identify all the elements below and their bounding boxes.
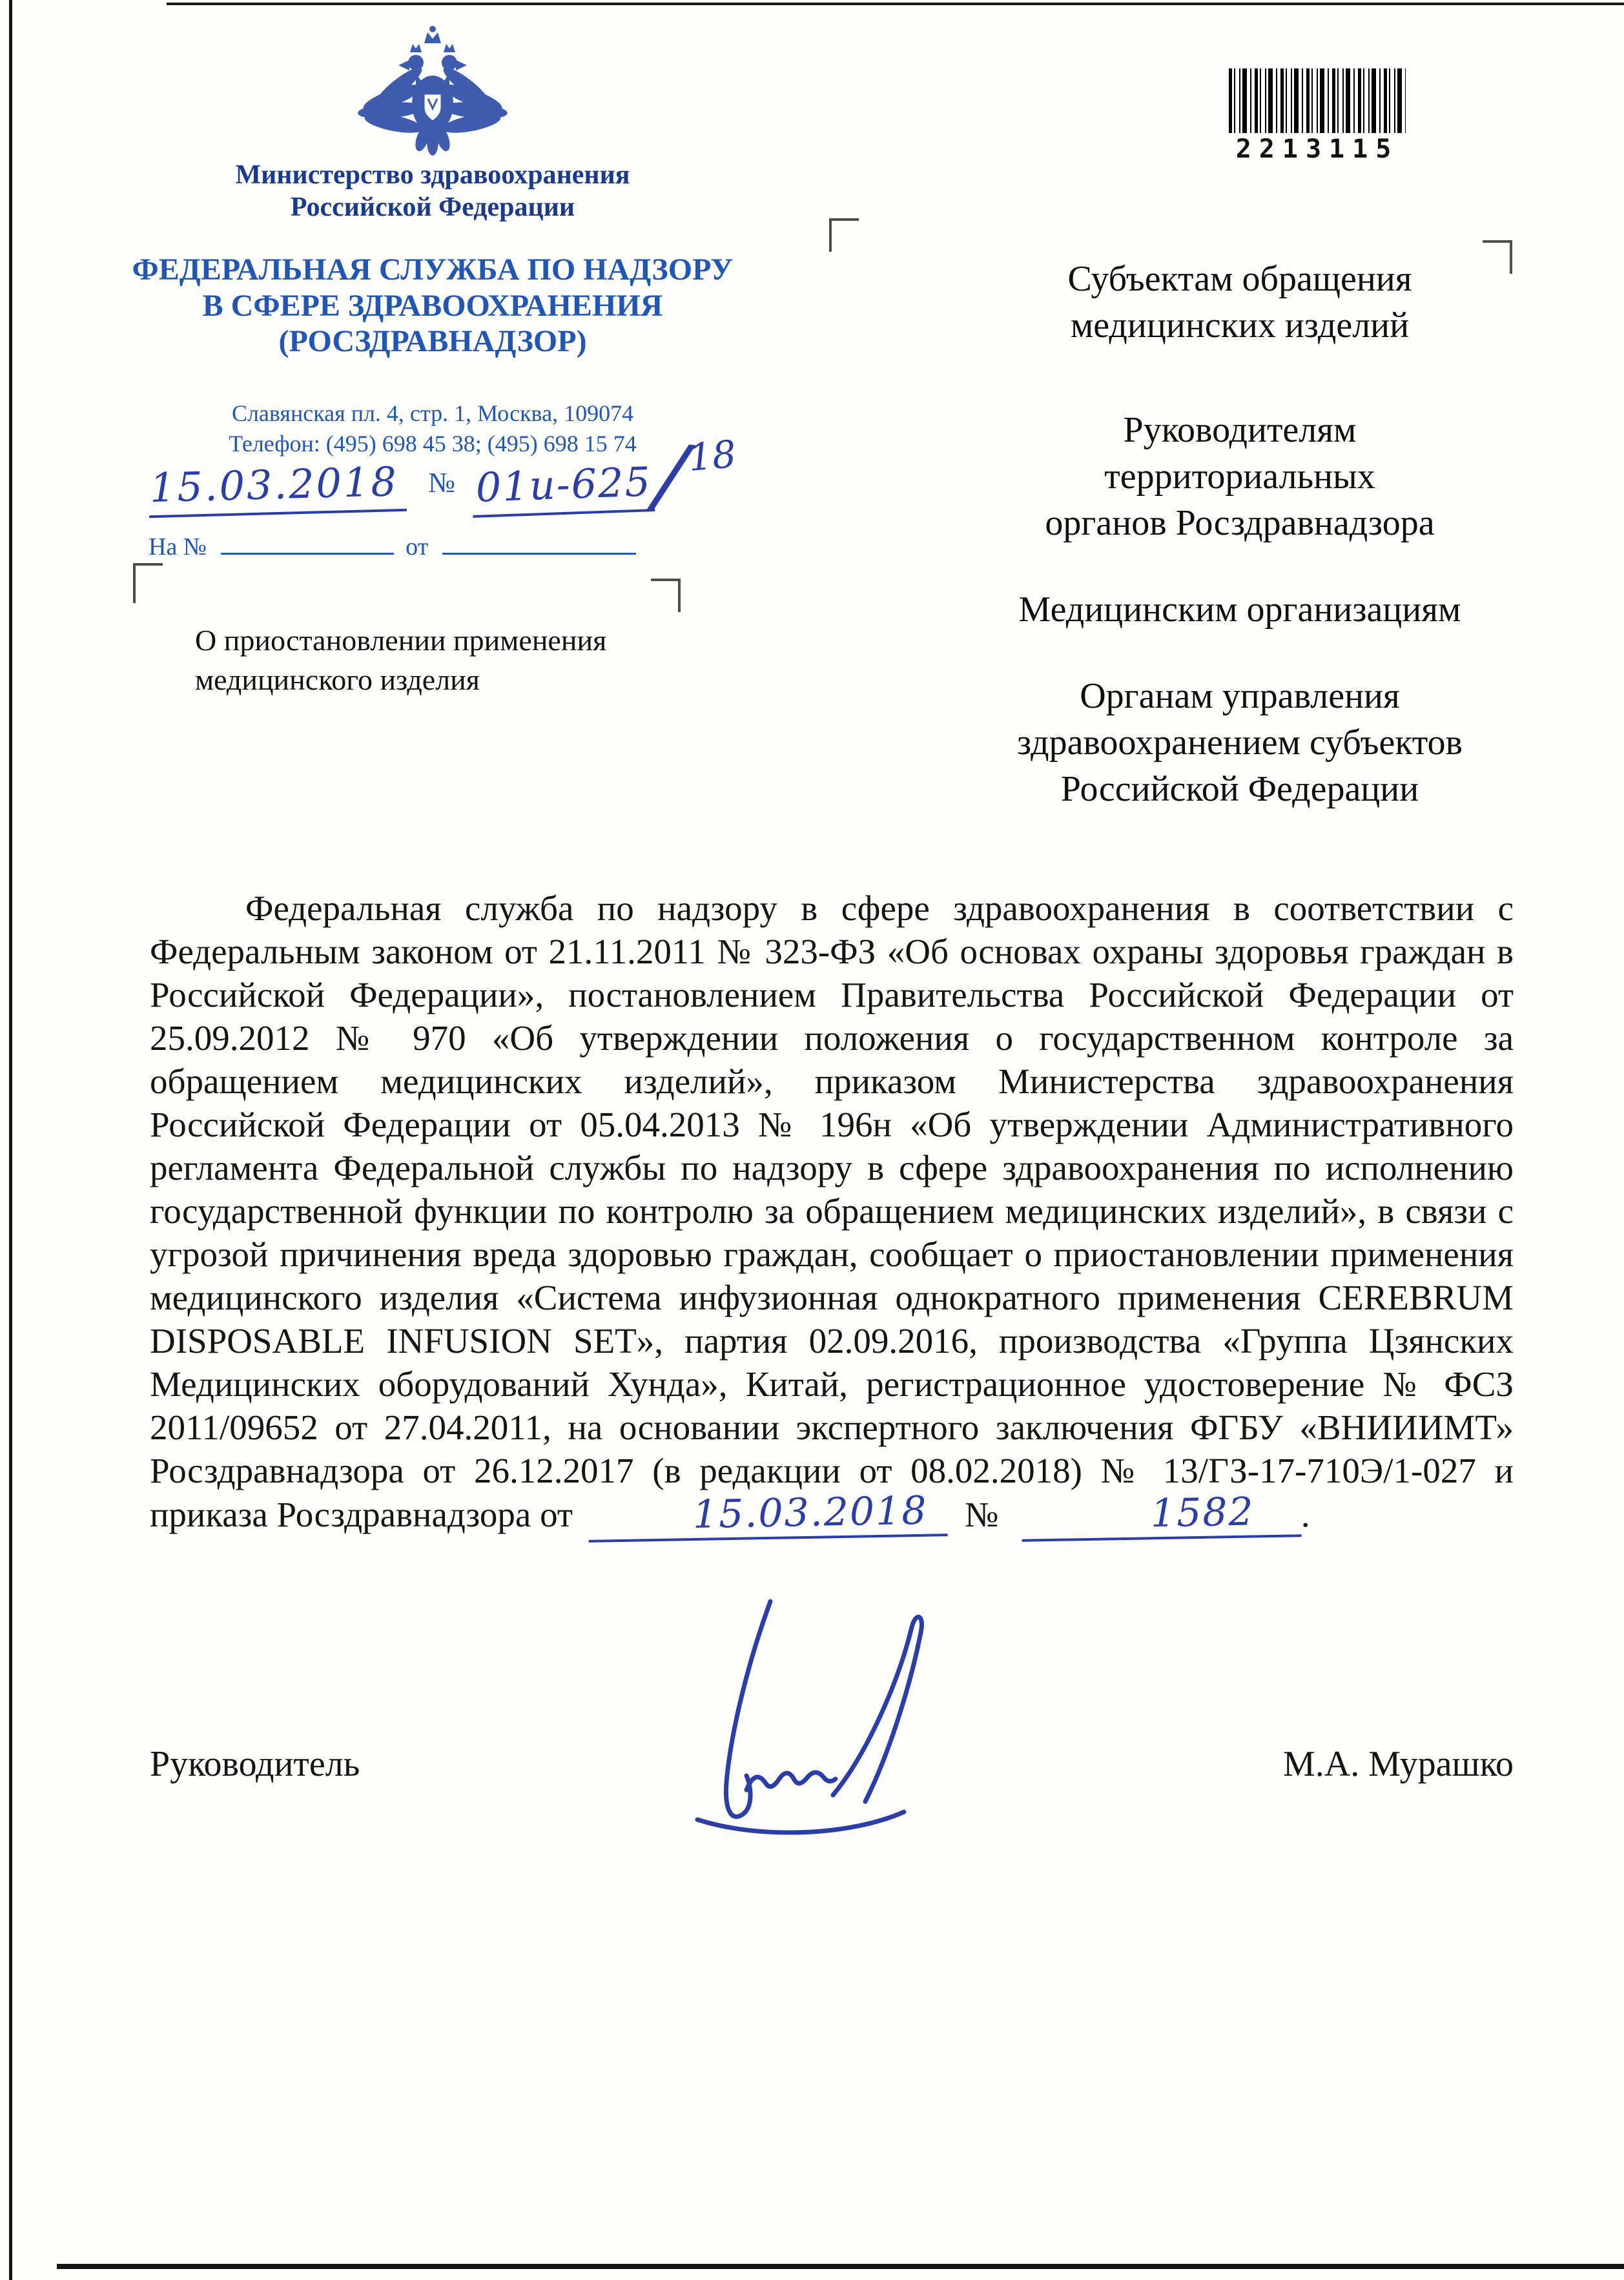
addressee-line: здравоохранением субъектов <box>1017 723 1463 763</box>
outgoing-number-sign: № <box>428 467 455 498</box>
addressee-line: Субъектам обращения <box>1067 259 1412 299</box>
addressee-line: Руководителям <box>1123 410 1357 450</box>
agency-name-line3: (РОСЗДРАВНАДЗОР) <box>278 324 587 359</box>
incoming-reference-line <box>149 533 827 561</box>
order-date-handwritten: 15.03.2018 <box>588 1489 947 1543</box>
ministry-name-line2: Российской Федерации <box>290 192 575 222</box>
letterhead <box>103 23 762 459</box>
outgoing-number-slash: / <box>652 425 691 527</box>
agency-name-line2: В СФЕРЕ ЗДРАВООХРАНЕНИЯ <box>202 288 663 323</box>
letterhead-phone: Телефон: (495) 698 45 38; (495) 698 15 74 <box>229 430 637 457</box>
addressee-block-3 <box>898 586 1582 633</box>
ministry-name <box>103 159 762 223</box>
signoff-row <box>150 1743 1514 1785</box>
addressees-column <box>898 256 1582 852</box>
outgoing-date-handwritten: 15.03.2018 <box>148 458 407 518</box>
order-number-handwritten: 1582 <box>1022 1490 1302 1542</box>
outgoing-number-handwritten: 01и-625 <box>471 458 655 518</box>
letter-subject-line2: медицинского изделия <box>195 662 480 696</box>
barcode-number: 2213115 <box>1235 134 1399 164</box>
scan-artifact-top-edge <box>167 3 1624 5</box>
outgoing-number-line <box>149 425 827 527</box>
addressee-line: Медицинским организациям <box>1018 590 1461 630</box>
body-paragraph <box>150 887 1514 1539</box>
signoff-name: М.А. Мурашко <box>1283 1744 1514 1784</box>
ministry-name-line1: Министерство здравоохранения <box>235 160 630 190</box>
addressee-line: Российской Федерации <box>1060 769 1419 809</box>
scan-artifact-left-edge <box>9 0 12 2280</box>
reference-number-blank <box>221 533 394 555</box>
letter-subject <box>195 621 606 699</box>
addressee-block-4 <box>898 673 1582 812</box>
coat-of-arms-eagle-icon <box>351 23 514 156</box>
subject-zone-corner-mark-right <box>651 579 681 612</box>
addressee-block-1 <box>898 256 1582 349</box>
outgoing-number-suffix: 18 <box>686 431 738 480</box>
letterhead-address: Славянская пл. 4, стр. 1, Москва, 109074 <box>231 400 634 427</box>
signoff-title: Руководитель <box>150 1744 360 1784</box>
addressee-line: органов Росздравнадзора <box>1045 503 1435 543</box>
reference-date-blank <box>442 533 636 555</box>
addressee-block-2 <box>898 407 1582 546</box>
scan-artifact-bottom-edge <box>57 2264 1624 2269</box>
addressee-line: территориальных <box>1104 457 1375 497</box>
letter-subject-line1: О приостановлении применения <box>195 624 607 657</box>
outgoing-reference-zone <box>149 425 827 561</box>
addressee-line: медицинских изделий <box>1070 305 1410 345</box>
address-zone-corner-mark-left <box>829 218 859 252</box>
agency-name <box>103 252 762 360</box>
order-number-sign: № <box>964 1495 999 1534</box>
reference-na-label: На № <box>149 533 207 560</box>
barcode <box>1226 68 1409 164</box>
agency-name-line1: ФЕДЕРАЛЬНАЯ СЛУЖБА ПО НАДЗОРУ <box>132 252 734 287</box>
body-text: Федеральная служба по надзору в сфере здравоохранения в соответствии с Федеральным законом от 21.11.2011 № 323-ФЗ «Об основах охраны здоровья граждан в Российской Федерации», постановлением Правительства Российской Федерации от 25.09.2012 № 970 «Об утверждении положения о государственном контроле за обращением медицинских изделий», приказом Министерства здравоохранения Российской Федерации от 05.04.2013 № 196н «Об утверждении Административного регламента Федеральной службы по надзору в сфере здравоохранения по исполнению государственной функции по контролю за обращением медицинских изделий», в связи с угрозой причинения вреда здоровью граждан, сообщает о приостановлении применения медицинского изделия «Система инфузионная однократного применения CEREBRUM DISPOSABLE INFUSION SET», партия 02.09.2016, производства «Группа Цзянских Медицинских оборудований Хунда», Китай, регистрационное удостоверение № ФСЗ 2011/09652 от 27.04.2011, на основании экспертного заключения ФГБУ «ВНИИИМТ» Росздравнадзора от 26.12.2017 (в редакции от 08.02.2018) № 13/ГЗ-17-710Э/1-027 и приказа Росздравнадзора от <box>150 888 1514 1534</box>
signature-autograph <box>617 1582 946 1853</box>
addressee-line: Органам управления <box>1080 676 1400 716</box>
subject-zone-corner-mark-left <box>133 563 163 603</box>
reference-ot-label: от <box>406 533 429 560</box>
barcode-bars-icon <box>1229 68 1406 133</box>
body-period: . <box>1300 1495 1310 1534</box>
